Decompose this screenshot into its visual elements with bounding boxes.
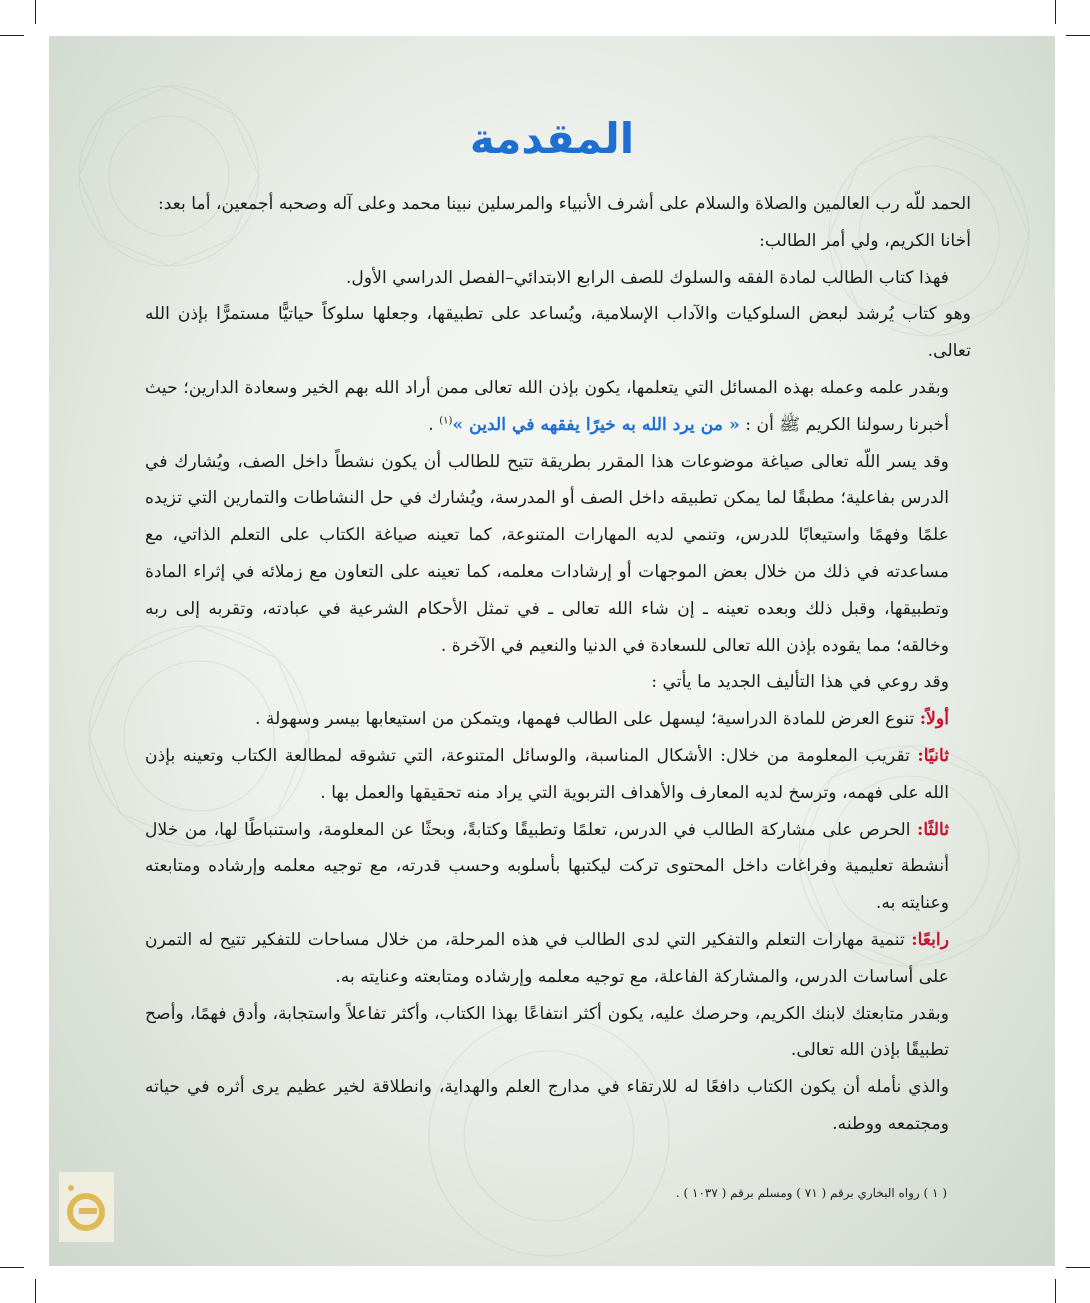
point-text: الحرص على مشاركة الطالب في الدرس، تعلمًا وتطبيقًا وكتابةً، وبحثًا عن المعلومة، واستنباطًا لها، من خلال أنشطة تعليمية وفراغات داخل المحتوى تركت ليكتبها بأسلوبه وحسب قدرته، مع توجيه معلمه وإرشاده ومتابعته وعنايته به. xyxy=(145,819,949,914)
hadith-lead-text: وبقدر علمه وعمله بهذه المسائل التي يتعلمها، يكون بإذن الله تعالى ممن أراد الله بهم الخير وسعادة الدارين؛ حيث أخبرنا رسولنا الكريم ﷺ أن : xyxy=(145,377,949,435)
intro-body xyxy=(145,186,971,1143)
publisher-logo xyxy=(59,1172,114,1242)
point-label: ثانيًا: xyxy=(917,745,949,766)
paragraph-curriculum: وقد يسر اللّه تعالى صياغة موضوعات هذا المقرر بطريقة تتيح للطالب أن يكون نشطاً داخل الصف، ويُشارك في الدرس بفاعلية؛ مطبقًا لما يمكن تطبيقه داخل الصف أو المدرسة، ويُشارك في حل النشاطات والتمارين التي تزيده علمًا وفهمًا واستيعابًا للدرس، وتنمي لديه المهارات المتنوعة، كما تعينه صياغة الكتاب على التعلم الذاتي، مع مساعدته في ذلك من خلال بعض الموجهات أو إرشادات معلمه، كما تعينه على التعاون مع زملائه في إثراء المادة وتطبيقها، وقبل ذلك وبعده تعينه ـ إن شاء الله تعالى ـ في تمثل الأحكام الشرعية في عبادته، وتقربه إلى ربه وخالقه؛ مما يقوده بإذن الله تعالى للسعادة في الدنيا والنعيم في الآخرة . xyxy=(145,451,949,656)
crop-mark xyxy=(1055,1279,1056,1303)
crop-mark xyxy=(1055,0,1056,24)
point-text: تنوع العرض للمادة الدراسية؛ ليسهل على الطالب فهمها، ويتمكن من استيعابها بيسر وسهولة . xyxy=(254,709,915,730)
footnote: ( ١ ) رواه البخاري برقم ( ٧١ ) ومسلم برقم ( ١٠٣٧ ) . xyxy=(675,1186,947,1200)
paragraph-book-purpose: وهو كتاب يُرشد لبعض السلوكيات والآداب الإسلامية، ويُساعد على تطبيقها، وجعلها سلوكاً حياتيًّا مستمرًّا بإذن الله تعالى. xyxy=(145,304,971,362)
logo-icon xyxy=(59,1172,114,1242)
point-2 xyxy=(145,738,971,812)
paragraph-hadith xyxy=(145,370,971,444)
crop-mark xyxy=(0,35,24,36)
point-1 xyxy=(145,701,971,738)
point-3 xyxy=(145,812,971,922)
point-label: رابعًا: xyxy=(911,929,949,950)
paragraph-praise: الحمد للّه رب العالمين والصلاة والسلام على أشرف الأنبياء والمرسلين نبينا محمد وعلى آله وصحبه أجمعين، أما بعد: xyxy=(157,194,971,214)
paragraph-closing: والذي نأمله أن يكون الكتاب دافعًا له للارتقاء في مدارج العلم والهداية، وانطلاقة لخير عظيم يرى أثره في حياته ومجتمعه ووطنه. xyxy=(145,1077,949,1134)
crop-mark xyxy=(1066,35,1090,36)
hadith-end: . xyxy=(428,414,434,435)
hadith-quote: « من يرد الله به خيرًا يفقهه في الدين » xyxy=(452,414,740,435)
paragraph-book-intro: فهذا كتاب الطالب لمادة الفقه والسلوك للصف الرابع الابتدائي–الفصل الدراسي الأول. xyxy=(345,267,949,288)
footnote-marker: (١) xyxy=(439,415,453,427)
crop-mark xyxy=(0,1267,24,1268)
crop-mark xyxy=(1066,1267,1090,1268)
point-label: أولاً: xyxy=(919,709,949,730)
paragraph-greeting: أخانا الكريم، ولي أمر الطالب: xyxy=(759,230,971,251)
point-text: تنمية مهارات التعلم والتفكير التي لدى الطالب في هذه المرحلة، من خلال مساحات للتفكير تتيح له التمرن على أساسات الدرس، والمشاركة الفاعلة، مع توجيه معلمه وإرشاده ومتابعته وعنايته به. xyxy=(145,929,949,987)
point-4 xyxy=(145,922,971,996)
book-page xyxy=(49,36,1055,1266)
page-title: المقدمة xyxy=(469,114,635,163)
point-text: تقريب المعلومة من خلال: الأشكال المناسبة، والوسائل المتنوعة، التي تشوقه لمطالعة الكتاب وتعينه بإذن الله على فهمه، وترسخ لديه المعارف والأهداف التربوية التي يراد منه تحقيقها والعمل بها . xyxy=(145,745,949,803)
point-label: ثالثًا: xyxy=(916,819,949,840)
paragraph-parent-role: وبقدر متابعتك لابنك الكريم، وحرصك عليه، يكون أكثر انتفاعًا بهذا الكتاب، وأكثر تفاعلاً واستجابة، وأدق فهمًا، وأصح تطبيقًا بإذن الله تعالى. xyxy=(145,1003,949,1061)
crop-mark xyxy=(35,0,36,24)
paragraph-features-intro: وقد روعي في هذا التأليف الجديد ما يأتي : xyxy=(651,672,949,693)
crop-mark xyxy=(35,1279,36,1303)
